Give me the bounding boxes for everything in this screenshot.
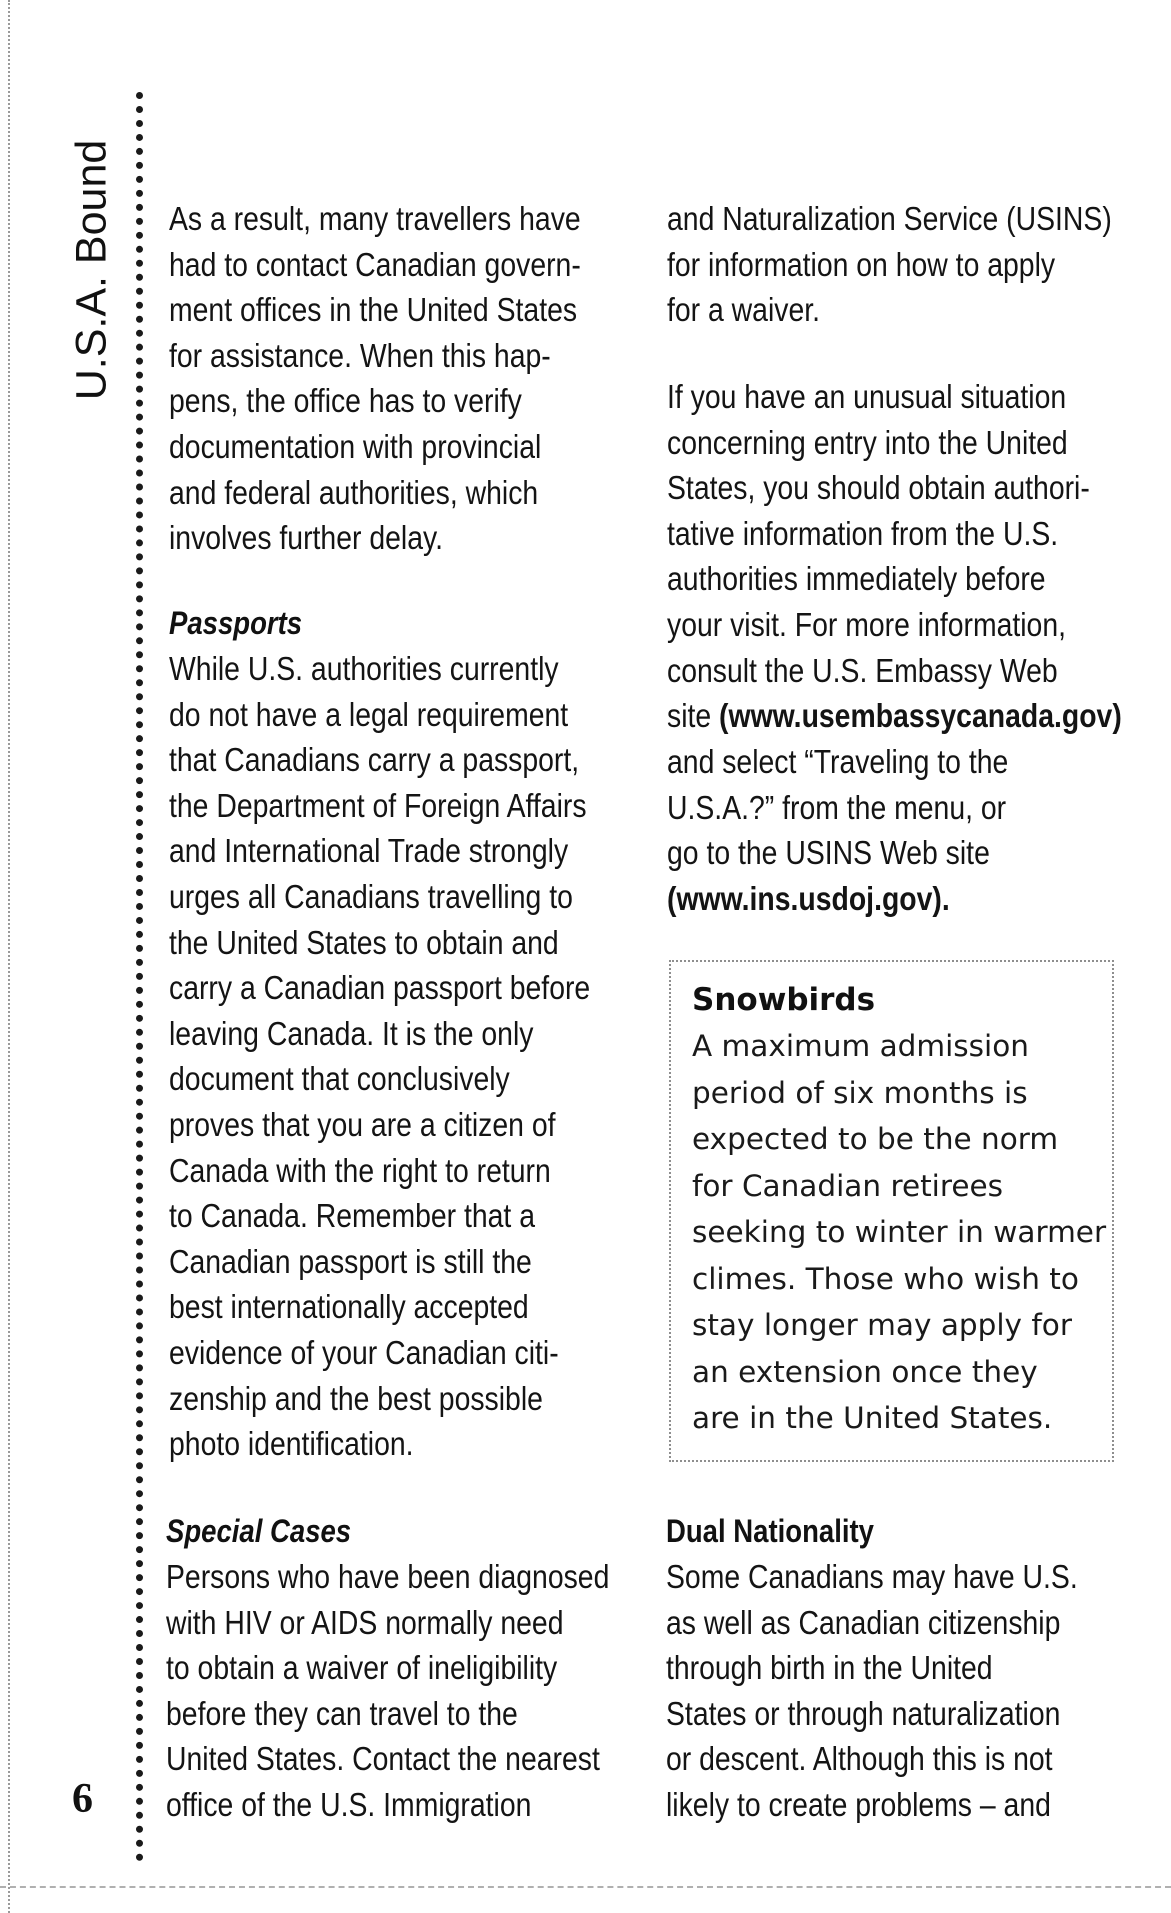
text-line: and International Trade strongly	[169, 832, 569, 870]
text-line: ment offices in the United States	[169, 291, 578, 329]
text-line: Canadian passport is still the	[169, 1242, 532, 1280]
text-line: carry a Canadian passport before	[169, 969, 591, 1007]
text-line: If you have an unusual situation	[667, 378, 1067, 415]
embassy-web-link[interactable]: (www.usembassycanada.gov)	[719, 697, 1122, 734]
dual-nationality-paragraph	[666, 1554, 1078, 1828]
text-line: United States. Contact the nearest	[166, 1740, 600, 1778]
text-line: tative information from the U.S.	[667, 514, 1059, 552]
text-line: States, you should obtain authori-	[667, 469, 1090, 507]
text-line: involves further delay.	[169, 519, 443, 557]
page-number: 6	[72, 1776, 93, 1822]
usins-web-link[interactable]: (www.ins.usdoj.gov).	[667, 880, 950, 917]
text-line: As a result, many travellers have	[169, 200, 581, 237]
page-edge-left	[8, 0, 10, 1913]
embassy-instructions	[667, 739, 1008, 876]
text-line: States or through naturalization	[666, 1694, 1061, 1732]
text-line: to obtain a waiver of ineligibility	[166, 1649, 558, 1687]
text-line: proves that you are a citizen of	[169, 1105, 556, 1143]
section-tab	[62, 110, 122, 430]
text-line: to Canada. Remember that a	[169, 1197, 535, 1235]
dual-nationality-heading: Dual Nationality	[666, 1513, 874, 1549]
text-line: likely to create problems – and	[666, 1785, 1051, 1823]
text-line: documentation with provincial	[169, 427, 542, 465]
text-line: for information on how to apply	[667, 245, 1056, 283]
unusual-situation-paragraph	[667, 374, 1090, 693]
text-line: photo identification.	[169, 1425, 414, 1463]
text-line: the United States to obtain and	[169, 923, 559, 961]
text-line: your visit. For more information,	[667, 605, 1067, 643]
text-line: through birth in the United	[666, 1649, 993, 1687]
text-line: an extension once they	[692, 1354, 1038, 1389]
text-line: had to contact Canadian govern-	[169, 245, 581, 283]
text-line: expected to be the norm	[692, 1122, 1059, 1156]
left-intro-paragraph	[169, 196, 581, 561]
text-line: office of the U.S. Immigration	[166, 1785, 532, 1823]
text-line: as well as Canadian citizenship	[666, 1603, 1061, 1641]
text-line: seeking to winter in warmer	[692, 1215, 1107, 1249]
dotted-rule	[136, 92, 143, 1862]
text-line: Persons who have been diagnosed	[166, 1558, 610, 1595]
page-edge-bottom	[0, 1886, 1171, 1888]
text-line: before they can travel to the	[166, 1694, 518, 1732]
text-line: and federal authorities, which	[169, 473, 539, 511]
text-line: zenship and the best possible	[169, 1379, 543, 1417]
text-line: and Naturalization Service (USINS)	[667, 200, 1112, 237]
text-line: Canada with the right to return	[169, 1151, 551, 1189]
text-line: evidence of your Canadian citi-	[169, 1333, 559, 1371]
text-line: climes. Those who wish to	[692, 1261, 1079, 1296]
embassy-link-prefix: site	[667, 697, 720, 734]
text-line: best internationally accepted	[169, 1288, 529, 1326]
snowbirds-heading: Snowbirds	[692, 982, 876, 1018]
text-line: do not have a legal requirement	[169, 695, 569, 733]
text-line: the Department of Foreign Affairs	[169, 786, 587, 824]
text-line: for assistance. When this hap-	[169, 336, 551, 374]
text-line: are in the United States.	[692, 1401, 1053, 1435]
text-line: with HIV or AIDS normally need	[166, 1603, 564, 1641]
text-line: While U.S. authorities currently	[169, 650, 559, 687]
text-line: concerning entry into the United	[667, 423, 1068, 461]
text-line: period of six months is	[692, 1075, 1028, 1110]
text-line: that Canadians carry a passport,	[169, 741, 580, 779]
text-line: Some Canadians may have U.S.	[666, 1558, 1078, 1595]
text-line: consult the U.S. Embassy Web	[667, 651, 1058, 689]
text-line: go to the USINS Web site	[667, 834, 990, 872]
passports-paragraph	[169, 646, 590, 1467]
text-line: for a waiver.	[667, 291, 821, 329]
text-line: stay longer may apply for	[692, 1308, 1072, 1342]
special-cases-paragraph	[166, 1554, 609, 1828]
text-line: pens, the office has to verify	[169, 382, 522, 420]
text-line: or descent. Although this is not	[666, 1740, 1053, 1778]
snowbirds-paragraph	[692, 1023, 1106, 1442]
section-tab-label: U.S.A. Bound	[67, 139, 116, 401]
passports-heading: Passports	[169, 605, 303, 641]
text-line: and select “Traveling to the	[667, 743, 1009, 780]
embassy-link-line	[667, 693, 1122, 739]
text-line: A maximum admission	[692, 1029, 1029, 1063]
text-line: leaving Canada. It is the only	[169, 1014, 534, 1052]
text-line: document that conclusively	[169, 1060, 510, 1098]
text-line: authorities immediately before	[667, 560, 1046, 598]
special-cases-heading: Special Cases	[166, 1513, 352, 1549]
text-line: U.S.A.?” from the menu, or	[667, 788, 1007, 826]
text-line: urges all Canadians travelling to	[169, 877, 573, 915]
text-line: for Canadian retirees	[692, 1168, 1004, 1203]
right-intro-paragraph	[667, 196, 1112, 333]
